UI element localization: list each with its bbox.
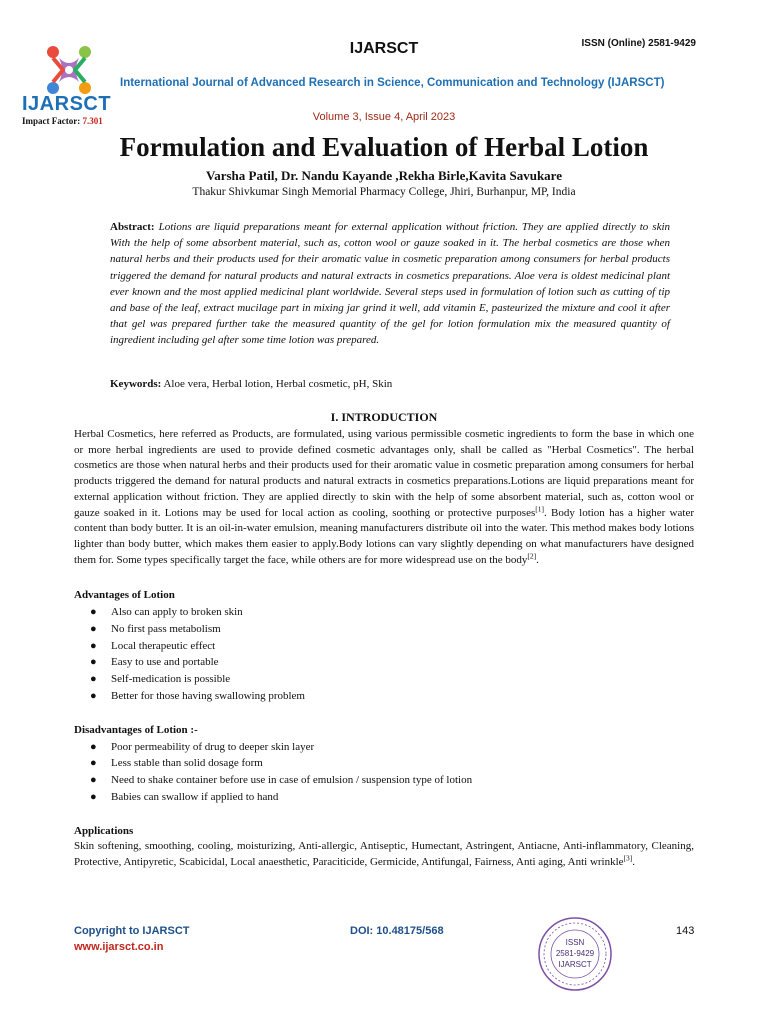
list-item-text: Self-medication is possible	[111, 673, 231, 686]
list-item	[74, 755, 694, 772]
affiliation: Thakur Shivkumar Singh Memorial Pharmacy College, Jhiri, Burhanpur, MP, India	[192, 186, 576, 198]
abstract-text: Lotions are liquid preparations meant for external application without friction. They are applied directly to skin With the help of some absorbent material, such as, cotton wool or gauze soaked in it. The herbal cosmetics are those when natural herbs and their products used for their aromatic value in cosmetic preparation among consumers for herbal products triggered the demand for natural products and natural extracts in cosmetics preparations. Aloe vera is oldest medicinal plant ever known and the most applied medicinal plant worldwide. Several steps used in formulation of lotion such as cutting of tip and base of the leaf, extract mucilage part in mixing jar grind it well, add vitamin E, pasteurized the mixture and cool it after that gel was prepared further take the measured quantity of the gel for lotion formulation mix the measured quantity of ingredient including gel after some time lotion was prepared.	[110, 221, 671, 347]
list-item-text: Need to shake container before use in case of emulsion / suspension type of lotion	[111, 774, 473, 787]
bullet-icon: ●	[90, 790, 97, 803]
list-item	[74, 671, 694, 688]
page-number: 143	[676, 925, 695, 937]
intro-paragraph	[74, 427, 694, 568]
advantages-heading: Advantages of Lotion	[74, 589, 175, 602]
journal-short-name: IJARSCT	[349, 40, 419, 57]
bullet-icon: ●	[90, 774, 97, 787]
list-item	[74, 604, 694, 621]
footer-copyright: Copyright to IJARSCT	[74, 925, 190, 937]
bullet-icon: ●	[90, 639, 97, 652]
intro-text-1: Herbal Cosmetics, here referred as Products, are formulated, using various permissible cosmetic ingredients to form the base in which one or more herbal ingredients are used to provide defined cosmetic advantages only, shall be called as "Herbal Cosmetics". The herbal cosmetics are those when natural herbs and their products used for their aromatic value in cosmetic preparation among consumers for herbal products triggered the demand for natural products and natural extracts in cosmetics preparations.Lotions are liquid preparations meant for external application without friction. They are applied directly to skin with the help of some absorbent material, such as, cotton wool or gauze soaked in it. Lotions may be used for local action as cooling, soothing or protective purposes	[74, 428, 694, 519]
issn-seal-icon	[537, 916, 613, 992]
seal-line-2: 2581-9429	[555, 949, 595, 958]
list-item-text: Better for those having swallowing problem	[111, 690, 305, 703]
body-content	[74, 427, 694, 871]
disadvantages-heading: Disadvantages of Lotion :-	[74, 723, 198, 736]
footer-url-link[interactable]: www.ijarsct.co.in	[74, 941, 164, 953]
applications-end: .	[632, 856, 636, 869]
list-item	[74, 739, 694, 756]
section-heading-introduction: I. INTRODUCTION	[330, 410, 438, 424]
bullet-icon: ●	[90, 740, 97, 753]
abstract-label: Abstract:	[110, 221, 155, 233]
list-item-text: Also can apply to broken skin	[111, 606, 243, 619]
applications-paragraph	[74, 839, 694, 870]
list-item-text: Poor permeability of drug to deeper skin layer	[111, 740, 315, 753]
list-item	[74, 621, 694, 638]
list-item-text: Babies can swallow if applied to hand	[111, 790, 279, 803]
citation-ref: [3]	[623, 853, 633, 863]
footer-doi: DOI: 10.48175/568	[350, 925, 444, 937]
keywords-label: Keywords:	[110, 378, 162, 390]
keywords	[110, 378, 670, 390]
list-item-text: Easy to use and portable	[111, 656, 219, 669]
list-item	[74, 654, 694, 671]
list-item-text: No first pass metabolism	[111, 622, 221, 635]
intro-text-2: . Body lotion has a higher water content than body butter. It is an oil-in-water emulsion, meaning manufacturers distribute oil into the water. This method makes body lotions lighter than body butter, which makes them easier to apply.Body lotions can vary slightly depending on what manufacturers have designed them for. Some types specifically target the face, while others are for more widespread use on the body	[74, 506, 694, 566]
list-item	[74, 638, 694, 655]
impact-label: Impact Factor:	[22, 116, 81, 126]
issn: ISSN (Online) 2581-9429	[581, 38, 696, 49]
bullet-icon: ●	[90, 606, 97, 619]
bullet-icon: ●	[90, 656, 97, 669]
impact-value: 7.301	[82, 116, 103, 126]
bullet-icon: ●	[90, 690, 97, 703]
authors: Varsha Patil, Dr. Nandu Kayande ,Rekha Birle,Kavita Savukare	[206, 168, 562, 183]
volume-issue: Volume 3, Issue 4, April 2023	[312, 111, 456, 123]
citation-ref: [2]	[527, 550, 537, 560]
applications-text: Skin softening, smoothing, cooling, moisturizing, Anti-allergic, Antiseptic, Humectant, Astringent, Antiacne, Anti-inflammatory, Cleaning, Protective, Antipyretic, Scabicidal, Local anaesthetic, Paraciticide, Germicide, Antifungal, Fairness, Anti aging, Anti wrinkle	[74, 840, 694, 869]
citation-ref: [1]	[535, 503, 544, 513]
bullet-icon: ●	[90, 622, 97, 635]
applications-heading: Applications	[74, 824, 134, 837]
list-item	[74, 789, 694, 806]
keywords-text: Aloe vera, Herbal lotion, Herbal cosmetic, pH, Skin	[163, 378, 393, 390]
seal-line-3: IJARSCT	[558, 960, 592, 969]
list-item-text: Local therapeutic effect	[111, 639, 216, 652]
abstract	[110, 219, 670, 349]
intro-text-3: .	[536, 553, 539, 566]
list-item	[74, 688, 694, 705]
list-item	[74, 772, 694, 789]
advantages-list	[74, 604, 694, 705]
article-title: Formulation and Evaluation of Herbal Lotion	[119, 132, 649, 162]
bullet-icon: ●	[90, 673, 97, 686]
bullet-icon: ●	[90, 757, 97, 770]
disadvantages-list	[74, 739, 694, 806]
logo-wordmark: IJARSCT	[22, 93, 112, 115]
journal-full-name: International Journal of Advanced Research in Science, Communication and Technology (IJARSCT)	[120, 77, 665, 89]
list-item-text: Less stable than solid dosage form	[111, 757, 263, 770]
seal-line-1: ISSN	[565, 938, 585, 947]
